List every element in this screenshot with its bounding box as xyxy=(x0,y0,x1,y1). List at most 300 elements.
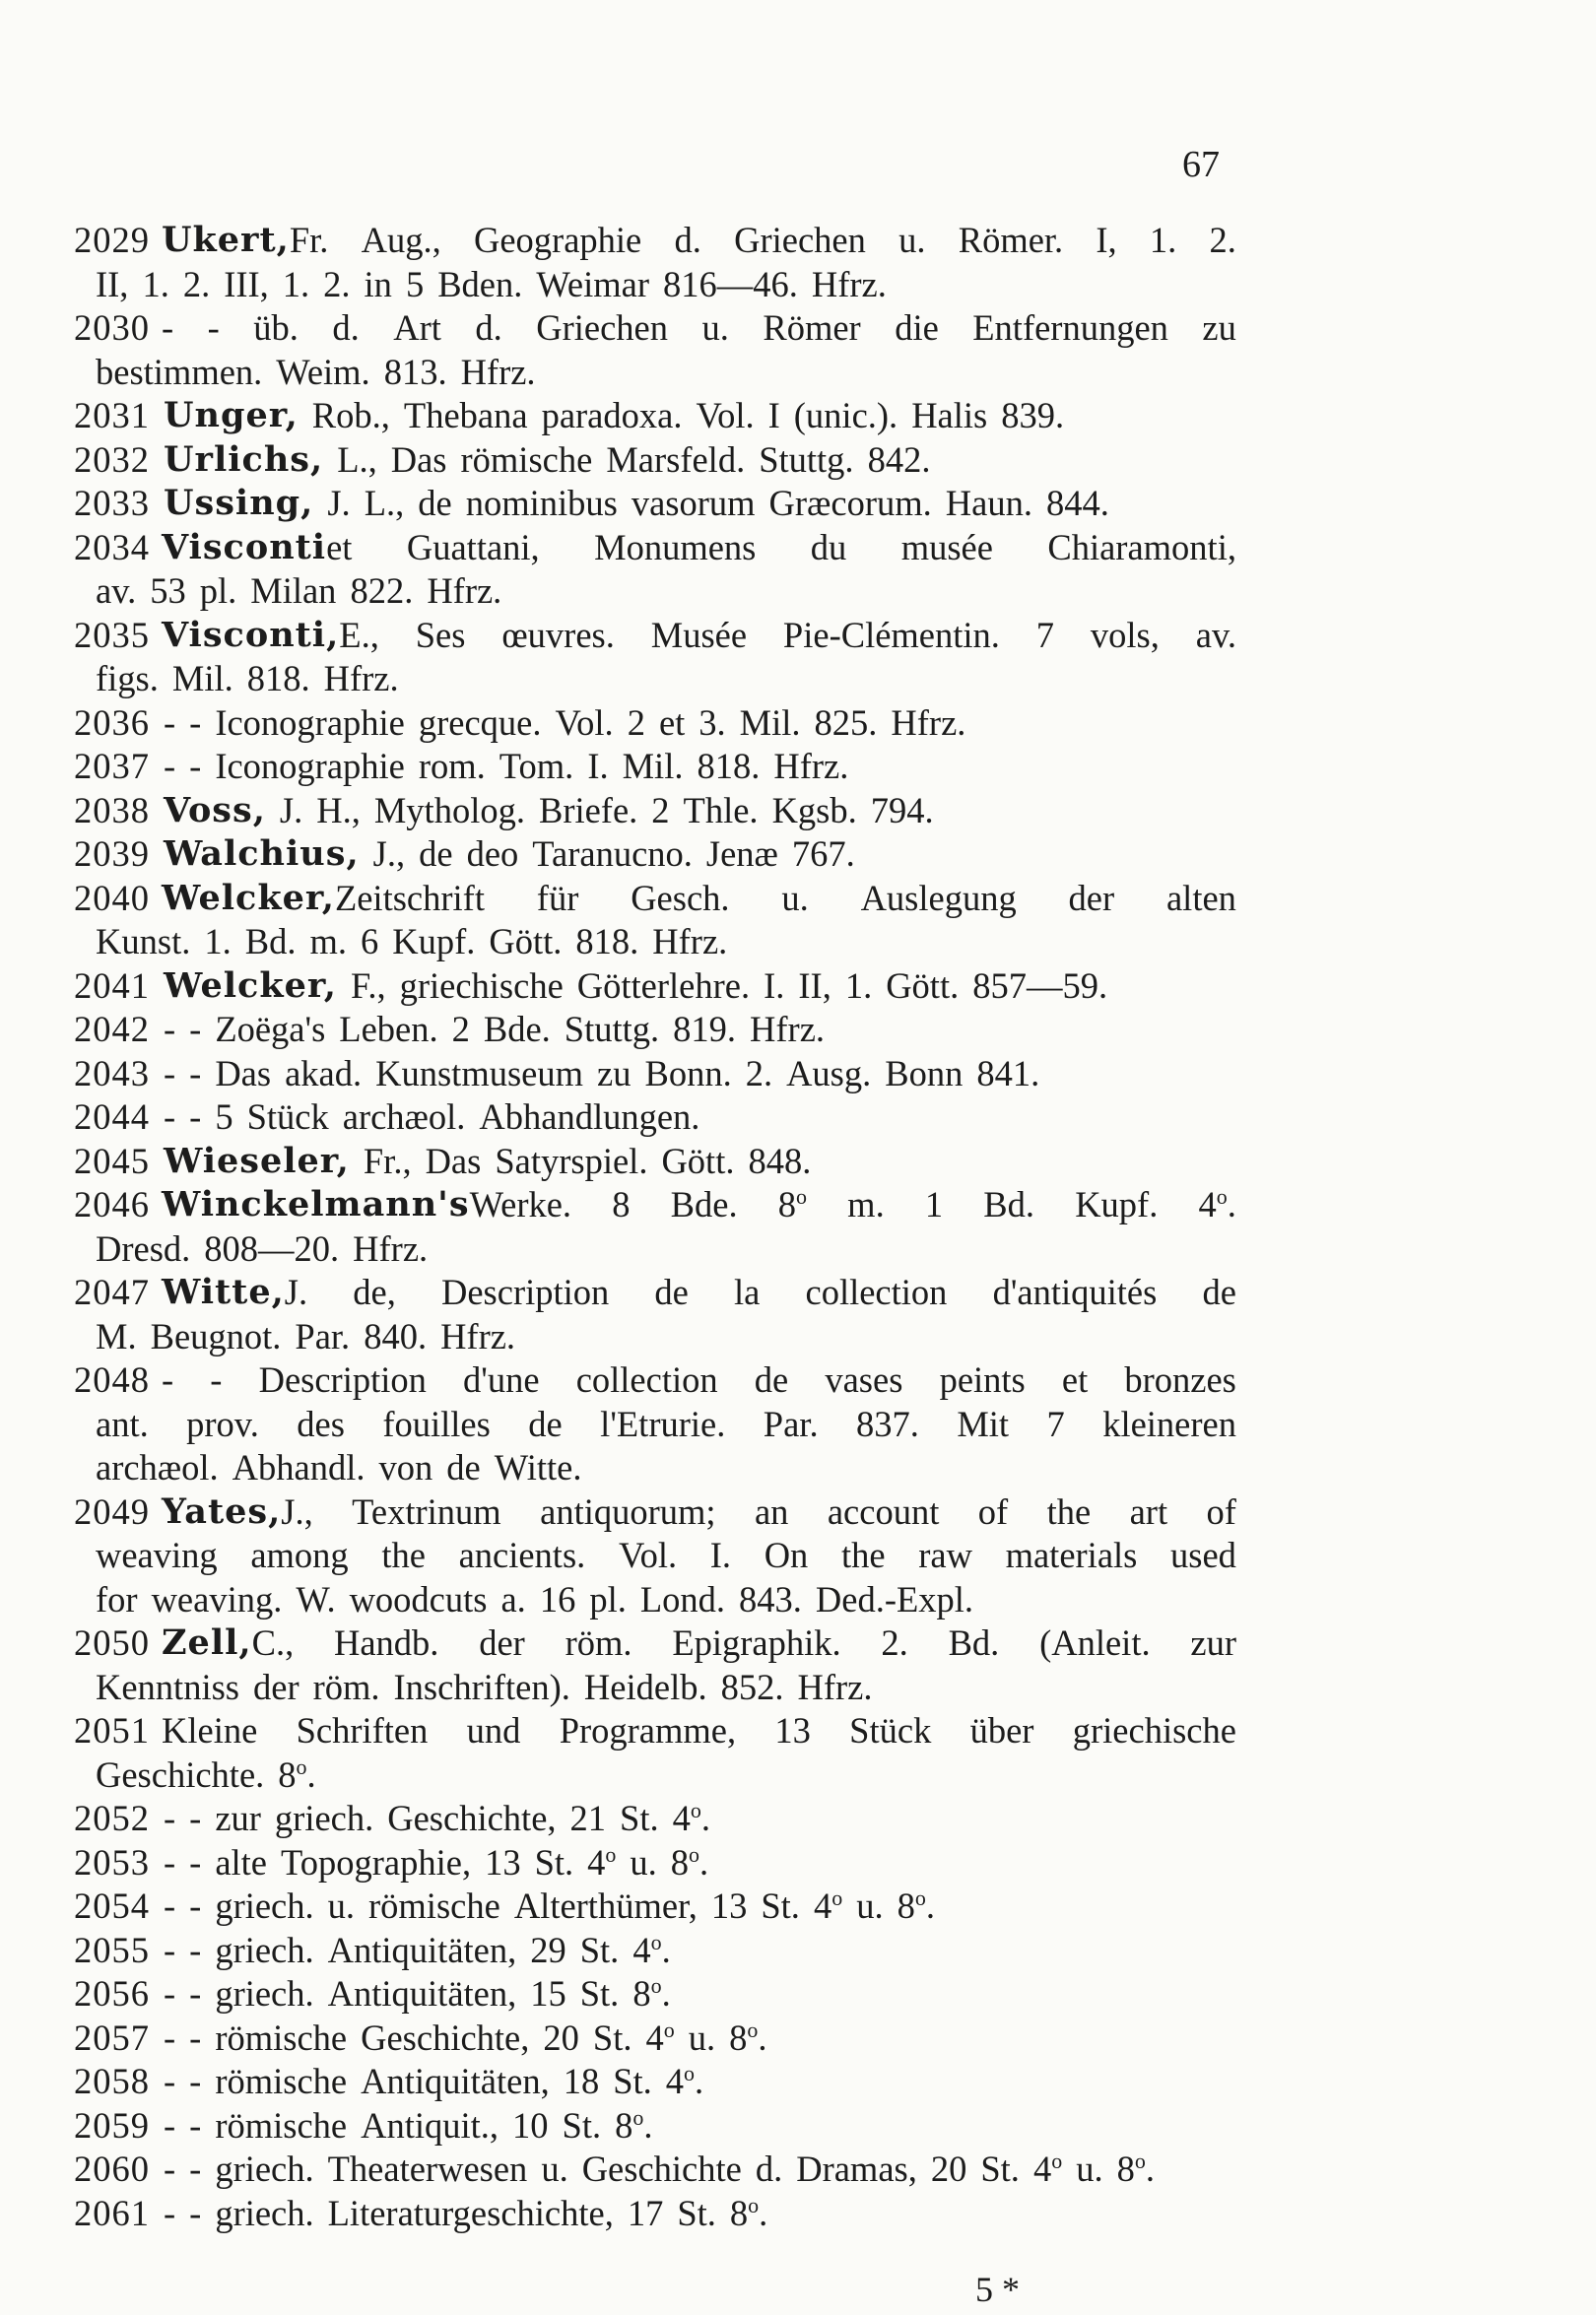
entry-number: 2050 xyxy=(74,1622,150,1663)
word: 8$^o$. xyxy=(278,1753,316,1795)
catalogue-entry xyxy=(74,1271,1236,1358)
word: I. xyxy=(709,1535,732,1575)
entry-continuation-line xyxy=(74,569,1236,614)
word: Briefe. xyxy=(538,789,638,830)
entry-text xyxy=(96,569,1223,614)
word: 4$^o$. xyxy=(1198,1183,1236,1224)
word: On xyxy=(764,1535,809,1575)
word: 4$^o$. xyxy=(672,1797,710,1838)
entry-text xyxy=(164,1052,1223,1096)
catalogue-entry xyxy=(74,1797,1236,1841)
word: 841. xyxy=(976,1052,1040,1093)
entry-number: 2047 xyxy=(74,1272,150,1312)
word: St. xyxy=(677,2192,716,2233)
word: 8$^o$. xyxy=(729,2017,767,2058)
entry-first-line xyxy=(74,482,1236,526)
word: u. xyxy=(1076,2149,1103,2189)
word: - xyxy=(164,1798,176,1838)
word: Jenæ xyxy=(705,833,778,874)
entry-first-line xyxy=(74,1709,1236,1753)
word: 852. xyxy=(720,1666,784,1707)
word: 13 xyxy=(485,1841,521,1883)
word: der xyxy=(253,1666,299,1707)
catalogue-entry xyxy=(74,614,1236,701)
word: pl. xyxy=(199,570,237,611)
entry-number: 2056 xyxy=(74,1973,150,2014)
word: Hfrz. xyxy=(440,1315,516,1356)
word: Vol. xyxy=(555,701,614,743)
word: rom. xyxy=(418,746,486,786)
catalogue-entry xyxy=(74,1358,1236,1490)
entry-first-line xyxy=(74,701,1236,746)
entry-number: 2042 xyxy=(74,1009,150,1049)
entry-first-line xyxy=(74,614,1236,658)
author-name: Ukert, xyxy=(162,220,290,260)
word: Alterthümer, xyxy=(513,1885,698,1926)
word: - xyxy=(189,1841,202,1883)
entry-text xyxy=(327,482,1223,526)
word: römische xyxy=(215,2017,348,2058)
entry-first-line xyxy=(74,2104,1236,2149)
entry-text xyxy=(164,1008,1223,1052)
word: Mil. xyxy=(739,701,801,743)
word: vasorum xyxy=(631,483,756,523)
word: u. xyxy=(898,220,926,260)
entry-text xyxy=(351,964,1223,1009)
word: Antiquit., xyxy=(361,2104,499,2146)
catalogue-entry xyxy=(74,1140,1236,1184)
word: Geschichte xyxy=(581,2149,742,2189)
word: musée xyxy=(900,526,993,567)
entry-number: 2061 xyxy=(74,2192,150,2233)
word: E., xyxy=(339,614,379,655)
entry-number: 2052 xyxy=(74,1798,150,1838)
word: M. xyxy=(96,1315,137,1356)
word: paradoxa. xyxy=(541,395,683,435)
word: Das xyxy=(425,1140,482,1181)
word: II, xyxy=(96,263,129,304)
word: - xyxy=(162,1359,174,1400)
word: kleineren xyxy=(1102,1403,1236,1444)
entry-text xyxy=(96,1753,1223,1798)
entry-number: 2060 xyxy=(74,2149,150,2189)
word: Dramas, xyxy=(796,2149,917,2189)
word: Par. xyxy=(763,1403,819,1444)
word: Musée xyxy=(650,614,748,655)
entry-first-line xyxy=(74,2148,1236,2192)
word: Hfrz. xyxy=(891,701,966,743)
word: Chiaramonti, xyxy=(1047,526,1236,567)
word: - xyxy=(189,1052,202,1093)
word: - xyxy=(189,2192,202,2233)
word: Zoëga's xyxy=(215,1009,326,1049)
word: Bd. xyxy=(983,1184,1035,1224)
word: der xyxy=(479,1622,525,1663)
author-name: Visconti xyxy=(162,526,327,567)
word: Beugnot. xyxy=(150,1315,282,1356)
word: griech. xyxy=(215,1885,314,1926)
word: collection xyxy=(575,1359,718,1400)
word: - xyxy=(164,1009,176,1049)
entry-number: 2034 xyxy=(74,526,150,567)
word: 839. xyxy=(1001,395,1065,435)
catalogue-entries xyxy=(74,219,1236,2235)
word: St. xyxy=(761,1885,800,1926)
word: - xyxy=(189,2061,202,2101)
word: Geschichte, xyxy=(387,1798,557,1838)
entry-number: 2039 xyxy=(74,833,150,874)
entry-number: 2030 xyxy=(74,307,150,348)
word: und xyxy=(466,1710,521,1751)
word: Halis xyxy=(911,395,988,435)
entry-first-line xyxy=(74,526,1236,570)
word: Hfrz. xyxy=(797,1666,873,1707)
entry-first-line xyxy=(74,1885,1236,1929)
word: 1. xyxy=(282,263,310,304)
word: Gött. xyxy=(886,964,960,1006)
word: - xyxy=(164,701,176,743)
word: Taranucno. xyxy=(532,833,693,874)
word: Antiquitäten, xyxy=(327,1973,517,2014)
word: - xyxy=(164,1929,176,1970)
entry-text xyxy=(96,1534,1236,1578)
word: de xyxy=(418,483,452,523)
word: J., xyxy=(372,833,406,874)
word: art xyxy=(1129,1490,1168,1532)
word: d. xyxy=(674,220,701,260)
word: über xyxy=(969,1710,1034,1751)
entry-number: 2041 xyxy=(74,964,150,1006)
author-name: Welcker, xyxy=(164,964,337,1006)
word: Stuttg. xyxy=(759,438,854,480)
word: 818. xyxy=(575,921,639,961)
word: - xyxy=(164,1841,176,1883)
catalogue-entry xyxy=(74,482,1236,526)
word: 7 xyxy=(1046,1403,1065,1444)
word: I, xyxy=(1096,220,1117,260)
entry-continuation-line xyxy=(74,1534,1236,1578)
word: Rob., xyxy=(311,395,390,435)
entry-number: 2059 xyxy=(74,2104,150,2146)
word: Dresd. xyxy=(96,1227,191,1269)
word: et xyxy=(326,526,353,567)
entry-first-line xyxy=(74,2017,1236,2061)
word: Das xyxy=(390,438,447,480)
word: Iconographie xyxy=(215,701,405,743)
word: - xyxy=(189,701,202,743)
word: - xyxy=(164,2149,176,2189)
word: Bd. xyxy=(948,1622,1000,1663)
word: 6 xyxy=(360,921,379,961)
word: 20 xyxy=(930,2149,967,2189)
catalogue-entry xyxy=(74,1095,1236,1140)
word: Römer xyxy=(763,307,861,348)
word: 53 xyxy=(150,570,186,611)
word: - xyxy=(164,2192,176,2233)
word: 1 xyxy=(924,1184,944,1224)
word: 2. xyxy=(323,263,351,304)
entry-continuation-line xyxy=(74,1227,1236,1272)
word: the xyxy=(381,1535,426,1575)
word: griech. xyxy=(215,2149,314,2189)
word: a. xyxy=(500,1578,526,1620)
word: m. xyxy=(309,921,347,961)
word: - xyxy=(164,2061,176,2101)
word: 848. xyxy=(748,1140,812,1181)
author-name: Welcker, xyxy=(162,877,335,918)
catalogue-entry xyxy=(74,1183,1236,1271)
word: raw xyxy=(918,1535,972,1575)
word: Lond. xyxy=(639,1578,726,1620)
word: F., xyxy=(350,964,386,1006)
catalogue-entry xyxy=(74,2104,1236,2149)
word: 2 xyxy=(451,1009,470,1049)
word: figs. xyxy=(96,658,159,698)
entry-continuation-line xyxy=(74,1446,1236,1490)
word: peints xyxy=(939,1359,1026,1400)
word: de xyxy=(446,1447,481,1488)
word: weaving xyxy=(96,1535,218,1575)
word: d'une xyxy=(463,1359,540,1400)
word: Kunstmuseum xyxy=(375,1052,584,1093)
word: alte xyxy=(215,1841,267,1883)
word: römische xyxy=(215,2104,348,2146)
catalogue-entry xyxy=(74,219,1236,306)
entry-text xyxy=(164,2060,1223,2104)
word: J. xyxy=(279,789,303,830)
author-name: Urlichs, xyxy=(164,438,324,480)
author-name: Zell, xyxy=(162,1622,252,1663)
word: et xyxy=(1061,1359,1089,1400)
entry-number: 2045 xyxy=(74,1140,150,1181)
entry-first-line xyxy=(74,964,1236,1009)
word: d. xyxy=(475,307,502,348)
word: griech. xyxy=(215,1929,314,1970)
entry-first-line xyxy=(74,219,1236,263)
word: Auslegung xyxy=(860,877,1017,918)
word: Græcorum. xyxy=(768,483,932,523)
entry-text xyxy=(164,745,1223,789)
entry-first-line xyxy=(74,1621,1236,1666)
word: in xyxy=(364,263,392,304)
word: Description xyxy=(440,1272,610,1312)
entry-text xyxy=(96,1403,1236,1447)
word: Stuttg. xyxy=(564,1009,660,1049)
entry-text xyxy=(164,1929,1223,1973)
word: 4$^o$. xyxy=(632,1929,671,1970)
word: J. xyxy=(327,483,351,523)
word: Programme, xyxy=(559,1710,737,1751)
word: - xyxy=(164,1973,176,2014)
word: Iconographie xyxy=(215,746,405,786)
word: weaving. xyxy=(151,1578,283,1620)
word: Bonn. xyxy=(644,1052,732,1093)
entry-text xyxy=(164,2104,1223,2149)
word: woodcuts xyxy=(349,1578,488,1620)
entry-number: 2046 xyxy=(74,1184,150,1224)
entry-number: 2029 xyxy=(74,220,150,260)
word: Aug., xyxy=(361,220,441,260)
entry-text xyxy=(281,1490,1236,1535)
entry-text xyxy=(96,351,1223,395)
word: 818. xyxy=(697,746,761,786)
word: Entfernungen xyxy=(972,307,1168,348)
entry-text xyxy=(164,1972,1223,2017)
entry-text xyxy=(364,1140,1223,1184)
entry-continuation-line xyxy=(74,657,1236,701)
word: 2. xyxy=(881,1622,908,1663)
word: üb. xyxy=(253,307,299,348)
word: Heidelb. xyxy=(583,1666,707,1707)
word: zur xyxy=(215,1798,261,1838)
word: Epigraphik. xyxy=(672,1622,841,1663)
word: 813. xyxy=(383,351,447,392)
word: antiquorum; xyxy=(540,1490,716,1532)
word: Geographie xyxy=(474,220,642,260)
word: St. xyxy=(980,2149,1020,2189)
word: of xyxy=(977,1490,1009,1532)
word: u. xyxy=(701,307,729,348)
word: de xyxy=(528,1403,563,1444)
entry-number: 2036 xyxy=(74,701,150,743)
entry-first-line xyxy=(74,1140,1236,1184)
entry-text xyxy=(96,1578,1223,1622)
entry-number: 2058 xyxy=(74,2061,150,2101)
entry-first-line xyxy=(74,1797,1236,1841)
catalogue-entry xyxy=(74,306,1236,394)
catalogue-entry xyxy=(74,526,1236,614)
word: St. xyxy=(562,2104,602,2146)
entry-text xyxy=(285,1271,1236,1315)
word: Hfrz. xyxy=(652,921,728,961)
entry-text xyxy=(162,1358,1236,1403)
entry-first-line xyxy=(74,394,1236,438)
word: 4$^o$ xyxy=(645,2017,675,2058)
word: Satyrspiel. xyxy=(495,1140,648,1181)
word: Ausg. xyxy=(786,1052,872,1093)
word: Kupf. xyxy=(1075,1184,1159,1224)
word: Description xyxy=(258,1359,427,1400)
word: Geschichte, xyxy=(361,2017,530,2058)
word: Inschriften). xyxy=(393,1666,570,1707)
word: 1. xyxy=(1149,220,1177,260)
word: W. xyxy=(296,1578,336,1620)
catalogue-entry xyxy=(74,1841,1236,1885)
word: 822. xyxy=(350,570,414,611)
word: bronzes xyxy=(1124,1359,1236,1400)
word: 4$^o$ xyxy=(1032,2148,1063,2189)
word: Weim. xyxy=(276,351,370,392)
entry-text xyxy=(96,1315,1223,1359)
word: Das xyxy=(215,1052,272,1093)
word: St. xyxy=(534,1841,574,1883)
word: Hfrz. xyxy=(811,263,887,304)
word: II, xyxy=(798,964,831,1006)
entry-number: 2035 xyxy=(74,614,150,655)
word: Mytholog. xyxy=(373,789,525,830)
word: Thle. xyxy=(683,789,759,830)
entry-first-line xyxy=(74,877,1236,921)
author-name: Unger, xyxy=(164,395,299,435)
catalogue-entry xyxy=(74,1008,1236,1052)
word: Hfrz. xyxy=(750,1009,826,1049)
word: u. xyxy=(688,2017,716,2058)
entry-text xyxy=(96,920,1223,964)
word: St. xyxy=(592,2017,632,2058)
catalogue-entry xyxy=(74,745,1236,789)
entry-number: 2053 xyxy=(74,1841,150,1883)
word: Bde. xyxy=(483,1009,551,1049)
word: 857—59. xyxy=(972,964,1108,1006)
word: u. xyxy=(630,1841,657,1883)
word: collection xyxy=(805,1272,948,1312)
word: 816—46. xyxy=(662,263,798,304)
word: zu xyxy=(1202,307,1236,348)
word: (unic.). xyxy=(793,395,898,435)
catalogue-entry xyxy=(74,1929,1236,1973)
word: 4$^o$ xyxy=(813,1885,843,1926)
entry-first-line xyxy=(74,1929,1236,1973)
word: 2. xyxy=(182,263,211,304)
catalogue-entry xyxy=(74,789,1236,833)
word: Gött. xyxy=(489,921,563,961)
word: I xyxy=(767,395,780,435)
word: the xyxy=(840,1535,886,1575)
word: 13 xyxy=(774,1710,811,1751)
word: - xyxy=(189,1973,202,2014)
author-name: Witte, xyxy=(162,1272,285,1312)
word: d'antiquités xyxy=(992,1272,1158,1312)
word: Gött. xyxy=(661,1140,735,1181)
catalogue-entry xyxy=(74,394,1236,438)
entry-first-line xyxy=(74,1271,1236,1315)
word: St. xyxy=(613,2061,652,2101)
entry-text xyxy=(96,657,1223,701)
word: römische xyxy=(460,438,593,480)
entry-text xyxy=(312,394,1223,438)
entry-text xyxy=(337,438,1223,483)
catalogue-entry xyxy=(74,1052,1236,1096)
entry-continuation-line xyxy=(74,1753,1236,1798)
entry-continuation-line xyxy=(74,1578,1236,1622)
word: - xyxy=(164,1885,176,1926)
word: 8$^o$. xyxy=(897,1885,935,1926)
catalogue-entry xyxy=(74,1709,1236,1797)
word: the xyxy=(1046,1490,1092,1532)
entry-continuation-line xyxy=(74,351,1236,395)
word: (Anleit. xyxy=(1039,1622,1151,1663)
word: 794. xyxy=(870,789,934,830)
word: archæol. xyxy=(342,1096,466,1137)
word: J. xyxy=(284,1272,308,1312)
entry-text xyxy=(326,526,1236,570)
word: pl. xyxy=(589,1578,627,1620)
word: Kupf. xyxy=(392,921,476,961)
word: Fr. xyxy=(289,220,329,260)
word: archæol. xyxy=(96,1447,219,1488)
word: 808—20. xyxy=(204,1227,340,1269)
word: av. xyxy=(1195,614,1236,655)
word: - xyxy=(207,307,220,348)
entry-first-line xyxy=(74,2060,1236,2104)
word: - xyxy=(189,1096,202,1137)
word: zur xyxy=(1190,1622,1236,1663)
entry-number: 2032 xyxy=(74,438,150,480)
word: 18 xyxy=(563,2061,600,2101)
author-name: Winckelmann's xyxy=(162,1184,470,1224)
word: Textrinum xyxy=(352,1490,501,1532)
entry-continuation-line xyxy=(74,263,1236,307)
